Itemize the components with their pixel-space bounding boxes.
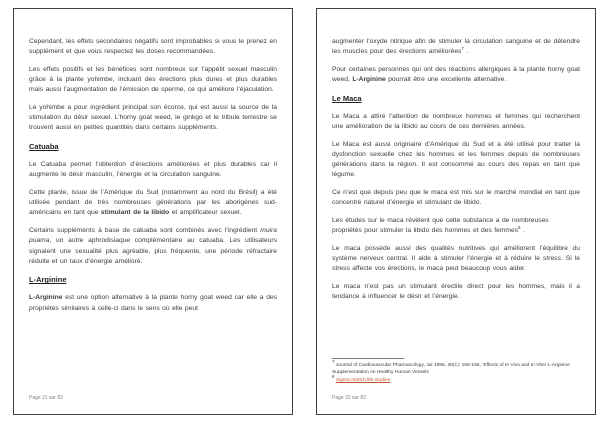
paragraph-maca-stimulant: Le maca n’est pas un stimulant érectile direct pour les hommes, mais il a tendance à influencer le désir et l’énergie. <box>332 282 580 301</box>
text-segment: . <box>520 227 525 235</box>
text-segment: pourrait être une excellente alternative. <box>385 76 507 84</box>
text-segment: . <box>463 48 469 56</box>
text-segment-bold: L-Arginine <box>352 76 386 84</box>
paragraph-maca-origine: Le Maca est aussi originaire d’Amérique du Sud et a été utilisé pour traiter la dysfonction sexuelle chez les hommes et les femmes depuis de nombreuses générations dans la région. Il est consommé au cours des repas en tant que légume. <box>332 140 580 179</box>
paragraph-catuaba-supplements <box>29 226 277 267</box>
footnote-8-number: 8 <box>332 374 335 380</box>
text-segment: , un autre aphrodisiaque complémentaire au catuaba. Les utilisateurs signalent une sexualité plus agréable, plus fréquente, une période réfractaire réduite et un taux d’énergie amélioré. <box>29 237 277 265</box>
paragraph-catuaba-intro: Le Catuaba permet l’obtention d’érections améliorées et plus durables car il augmente le désir masculin, l’énergie et la circulation sanguine. <box>29 161 277 179</box>
footnote-7-number: 7 <box>332 359 335 365</box>
text-segment-bold: stimulant de la libido <box>100 209 170 217</box>
text-segment: Certains suppléments à base de catuaba sont combinés avec l’ingrédient <box>29 227 261 235</box>
text-segment: Les études sur le maca révèlent que cette substance a de nombreuses propriétés pour stimuler la libido des hommes et des femmes <box>332 216 549 235</box>
section-heading-maca: Le Maca <box>332 93 362 103</box>
page-number-left: Page 21 sur 83 <box>29 395 63 401</box>
text-segment-bold: L-Arginine <box>29 294 63 302</box>
paragraph-allergies <box>332 65 580 85</box>
footnote-reference-8: 8 <box>518 225 521 231</box>
footnote-reference-7: 7 <box>461 46 464 52</box>
text-segment-italic: muira puama <box>29 227 277 245</box>
text-segment: Pour certaines personnes qui ont des réactions allergiques à la plante horny goat weed, <box>332 65 580 84</box>
paragraph-effets-secondaires: Cependant, les effets secondaires négatifs sont improbables si vous le prenez en supplément et que vous respectez les doses recommandées. <box>29 38 277 56</box>
paragraph-maca-attire: Le Maca a attiré l’attention de nombreux hommes et femmes qui recherchent une amélioration de la libido au cours de ces dernières années. <box>332 112 580 131</box>
paragraph-effets-positifs: Les effets positifs et les bénéfices sont nombreux sur l’appétit sexuel masculin grâce à la plante yohimbe, incluant des érections plus dures et plus durables mais aussi l’augmentation de l’émission de sperme, ce qui améliore l’éjaculation. <box>29 65 277 94</box>
paragraph-maca-qualites: Le maca possède aussi des qualités nutritives qui améliorent l’équilibre du système nerveux central. Il aide à stimuler l’énergie et à réduire le stress. Si le stress affecte vos érections, le maca peut beaucoup vous aider. <box>332 244 580 273</box>
text-segment: augmenter l’oxyde nitrique afin de stimuler la circulation sanguine et de détendre les muscles pour des érections améliorées <box>332 38 580 56</box>
paragraph-oxyde-nitrique <box>332 37 580 57</box>
text-segment: Cette plante, issue de l’Amérique du Sud (notamment au nord du Brésil) a été utilisée pendant de très nombreuses générations par les aborigènes sud-américains en tant que <box>29 189 277 217</box>
footnote-8-link[interactable]: Sigma Aldrich life studies <box>335 378 391 384</box>
section-heading-larginine: L-Arginine <box>29 275 67 285</box>
footnote-separator-line <box>332 358 404 359</box>
page-number-right: Page 22 sur 83 <box>332 395 366 401</box>
footnote-8 <box>332 374 580 385</box>
document-page-right <box>316 8 596 415</box>
paragraph-catuaba-origine <box>29 188 277 219</box>
paragraph-maca-etudes <box>332 216 580 236</box>
paragraph-larginine <box>29 293 277 313</box>
section-heading-catuaba: Catuaba <box>29 142 59 152</box>
text-segment: et amplificateur sexuel. <box>169 209 242 217</box>
text-segment: est une option alternative à la plante horny goat weed car elle a des propriétés similaires à celle-ci dans le sens où elle peut <box>29 294 277 312</box>
footnote-7 <box>332 359 580 380</box>
document-page-left <box>13 8 293 415</box>
footnote-7-text: Journal of Cardiovascular Pharmacology, Jul 1996, 28(1): 158-166, ‘Effects of In Vivo and In Vitro L-Arginine Supplementation on Healthy Human Vessels <box>332 363 570 376</box>
footnotes-section <box>332 358 580 385</box>
paragraph-yohimbe: Le yohimbe a pour ingrédient principal son écorce, qui est aussi la source de la stimulation du désir sexuel. L’horny goat weed, le ginkgo et le tribule terrestre se trouvent aussi en petites quantités dans certains suppléments. <box>29 104 277 132</box>
paragraph-maca-marche: Ce n’est que depuis peu que le maca est mis sur le marché mondial en tant que concentré naturel d’énergie et stimulant de libido. <box>332 189 580 207</box>
